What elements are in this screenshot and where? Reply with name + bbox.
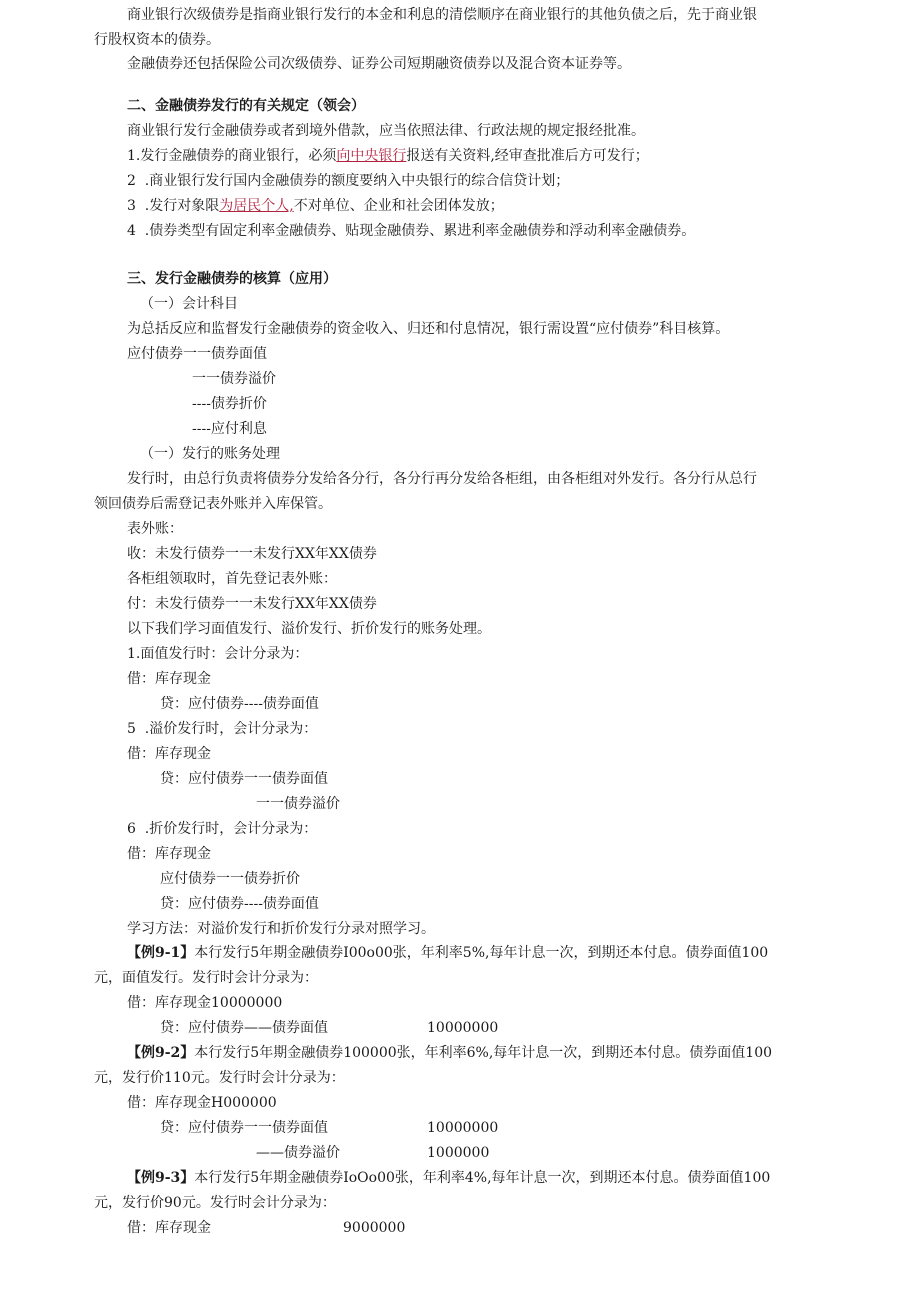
method2-credit-face: 贷：应付债券一一债券面值: [160, 771, 328, 787]
example-9-2-credit-premium-amount: 1000000: [427, 1145, 490, 1161]
item3-text-b: 不对单位、企业和社会团体发放；: [293, 198, 504, 214]
account-face-value: 应付债券一一债券面值: [127, 346, 267, 362]
example-9-3-label: 【例9-3】: [127, 1170, 195, 1186]
item3-link-residents[interactable]: 为居民个人,: [219, 198, 294, 214]
method2-title: 5 .溢价发行时，会计分录为：: [127, 721, 318, 737]
item1-link-central-bank[interactable]: 向中央银行: [336, 148, 407, 164]
example-9-1-text: 本行发行5年期金融债券I00o00张，年利率5%,每年计息一次，到期还本付息。债券面值100: [194, 945, 769, 961]
method1-debit: 借：库存现金: [127, 671, 211, 687]
heading-section-2: 二、金融债券发行的有关规定（领会）: [127, 98, 365, 114]
example-9-1-credit-amount: 10000000: [427, 1020, 499, 1036]
account-discount: ----债券折价: [192, 396, 267, 412]
example-9-3-debit: 借：库存现金: [127, 1220, 211, 1236]
para-financial-bond-types: 金融债券还包括保险公司次级债券、证券公司短期融资债券以及混合资本证券等。: [127, 56, 631, 72]
example-9-2-credit-premium: ——债券溢价: [256, 1145, 340, 1161]
method3-credit: 贷：应付债券----债券面值: [160, 896, 319, 912]
study-method: 学习方法：对溢价发行和折价发行分录对照学习。: [127, 921, 435, 937]
example-9-2-debit: 借：库存现金H000000: [127, 1095, 277, 1111]
para-subordinated-bond-line2: 行股权资本的债券。: [94, 32, 220, 48]
account-premium: 一一债券溢价: [192, 371, 276, 387]
study-intro: 以下我们学习面值发行、溢价发行、折价发行的账务处理。: [127, 621, 491, 637]
method1-title: 1.面值发行时：会计分录为：: [127, 646, 309, 662]
pay-entry: 付：未发行债券一一未发行XX年XX债券: [127, 596, 377, 612]
example-9-1-line1: [127, 943, 768, 963]
example-9-2-label: 【例9-2】: [127, 1045, 195, 1061]
example-9-1-debit: 借：库存现金10000000: [127, 995, 283, 1011]
method3-debit-discount: 应付债券一一债券折价: [160, 871, 300, 887]
subheading-accounts: （一）会计科目: [140, 296, 238, 312]
issuance-text-line1: 发行时，由总行负责将债券分发给各分行，各分行再分发给各柜组，由各柜组对外发行。各分行从总行: [127, 471, 757, 487]
example-9-3-line2: 元，发行价90元。发行时会计分录为：: [94, 1195, 336, 1211]
item1-text-a: 1.发行金融债券的商业银行，必须: [127, 148, 337, 164]
section2-item-1: [127, 146, 649, 166]
para-subordinated-bond-line1: 商业银行次级债券是指商业银行发行的本金和利息的清偿顺序在商业银行的其他负债之后，先于商业银: [127, 7, 757, 23]
off-balance-label: 表外账：: [127, 521, 183, 537]
item1-text-b: 报送有关资料,经审查批准后方可发行；: [406, 148, 649, 164]
subheading-issuance: （一）发行的账务处理: [140, 446, 280, 462]
item3-text-a: 3 .发行对象限: [127, 198, 220, 214]
section2-intro: 商业银行发行金融债券或者到境外借款，应当依照法律、行政法规的规定报经批准。: [127, 123, 645, 139]
heading-section-3: 三、发行金融债券的核算（应用）: [127, 271, 337, 287]
example-9-1-label: 【例9-1】: [127, 945, 195, 961]
counter-text: 各柜组领取时，首先登记表外账：: [127, 571, 337, 587]
method2-debit: 借：库存现金: [127, 746, 211, 762]
method3-title: 6 .折价发行时，会计分录为：: [127, 821, 318, 837]
account-interest-payable: ----应付利息: [192, 421, 267, 437]
receive-entry: 收：未发行债券一一未发行XX年XX债券: [127, 546, 377, 562]
section2-item-3: [127, 196, 504, 216]
example-9-1-line2: 元，面值发行。发行时会计分录为：: [94, 970, 318, 986]
example-9-2-text: 本行发行5年期金融债券100000张，年利率6%,每年计息一次，到期还本付息。债券面值100: [194, 1045, 773, 1061]
method3-debit: 借：库存现金: [127, 846, 211, 862]
example-9-2-credit-face-amount: 10000000: [427, 1120, 499, 1136]
method2-credit-premium: 一一债券溢价: [256, 796, 340, 812]
example-9-2-line2: 元，发行价110元。发行时会计分录为：: [94, 1070, 345, 1086]
accounts-description: 为总括反应和监督发行金融债券的资金收入、归还和付息情况，银行需设置“应付债券”科目核算。: [127, 321, 730, 337]
method1-credit: 贷：应付债券----债券面值: [160, 696, 319, 712]
section2-item-2: 2 .商业银行发行国内金融债券的额度要纳入中央银行的综合信贷计划；: [127, 173, 570, 189]
example-9-3-line1: [127, 1168, 770, 1188]
example-9-3-debit-amount: 9000000: [343, 1220, 406, 1236]
example-9-2-line1: [127, 1043, 772, 1063]
section2-item-4: 4 .债券类型有固定利率金融债券、贴现金融债券、累进利率金融债券和浮动利率金融债券。: [127, 223, 696, 239]
example-9-1-credit: 贷：应付债券——债券面值: [160, 1020, 328, 1036]
example-9-2-credit-face: 贷：应付债券一一债券面值: [160, 1120, 328, 1136]
example-9-3-text: 本行发行5年期金融债券IoOo00张，年利率4%,每年计息一次，到期还本付息。债券面值100: [194, 1170, 771, 1186]
issuance-text-line2: 领回债券后需登记表外账并入库保管。: [94, 496, 332, 512]
